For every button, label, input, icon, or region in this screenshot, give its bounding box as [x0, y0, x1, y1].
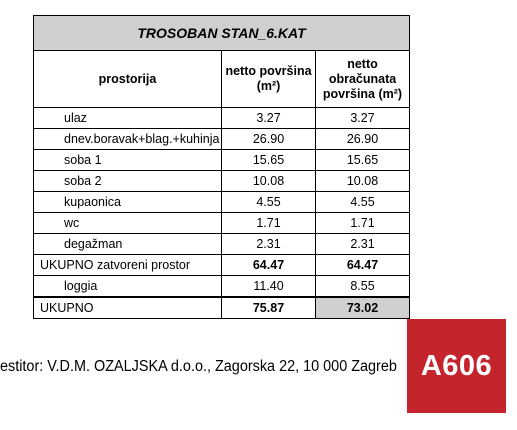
table-header-row [34, 51, 410, 108]
subtotal-net-calc-area: 64.47 [316, 255, 410, 276]
header-room: prostorija [34, 51, 222, 108]
room-name: wc [34, 213, 222, 234]
net-calc-area: 2.31 [316, 234, 410, 255]
loggia-net-calc-area: 8.55 [316, 276, 410, 298]
room-name: kupaonica [34, 192, 222, 213]
header-net-calc-area: netto obračunata površina (m²) [316, 51, 410, 108]
table-row [34, 129, 410, 150]
subtotal-row [34, 255, 410, 276]
room-name: degažman [34, 234, 222, 255]
room-name: dnev.boravak+blag.+kuhinja [34, 129, 222, 150]
net-area: 3.27 [222, 108, 316, 129]
table-row [34, 171, 410, 192]
table-title: TROSOBAN STAN_6.KAT [34, 16, 410, 51]
table-title-row [34, 16, 410, 51]
subtotal-net-area: 64.47 [222, 255, 316, 276]
net-area: 15.65 [222, 150, 316, 171]
table-row [34, 192, 410, 213]
header-net-area: netto površina (m²) [222, 51, 316, 108]
loggia-label: loggia [34, 276, 222, 298]
net-area: 1.71 [222, 213, 316, 234]
net-area: 4.55 [222, 192, 316, 213]
total-row [34, 297, 410, 319]
room-name: soba 2 [34, 171, 222, 192]
net-calc-area: 1.71 [316, 213, 410, 234]
subtotal-label: UKUPNO zatvoreni prostor [34, 255, 222, 276]
net-area: 26.90 [222, 129, 316, 150]
investor-line: estitor: V.D.M. OZALJSKA d.o.o., Zagorska 22, 10 000 Zagreb [0, 358, 397, 375]
table-row [34, 234, 410, 255]
total-label: UKUPNO [34, 297, 222, 319]
apartment-badge: A606 [407, 319, 506, 413]
net-calc-area: 26.90 [316, 129, 410, 150]
room-name: ulaz [34, 108, 222, 129]
net-calc-area: 3.27 [316, 108, 410, 129]
table-row [34, 150, 410, 171]
room-name: soba 1 [34, 150, 222, 171]
net-calc-area: 10.08 [316, 171, 410, 192]
total-net-area: 75.87 [222, 297, 316, 319]
area-table [33, 15, 410, 319]
table-row [34, 213, 410, 234]
net-area: 2.31 [222, 234, 316, 255]
net-calc-area: 4.55 [316, 192, 410, 213]
table-row [34, 108, 410, 129]
net-area: 10.08 [222, 171, 316, 192]
net-calc-area: 15.65 [316, 150, 410, 171]
total-net-calc-area: 73.02 [316, 297, 410, 319]
loggia-net-area: 11.40 [222, 276, 316, 298]
loggia-row [34, 276, 410, 298]
